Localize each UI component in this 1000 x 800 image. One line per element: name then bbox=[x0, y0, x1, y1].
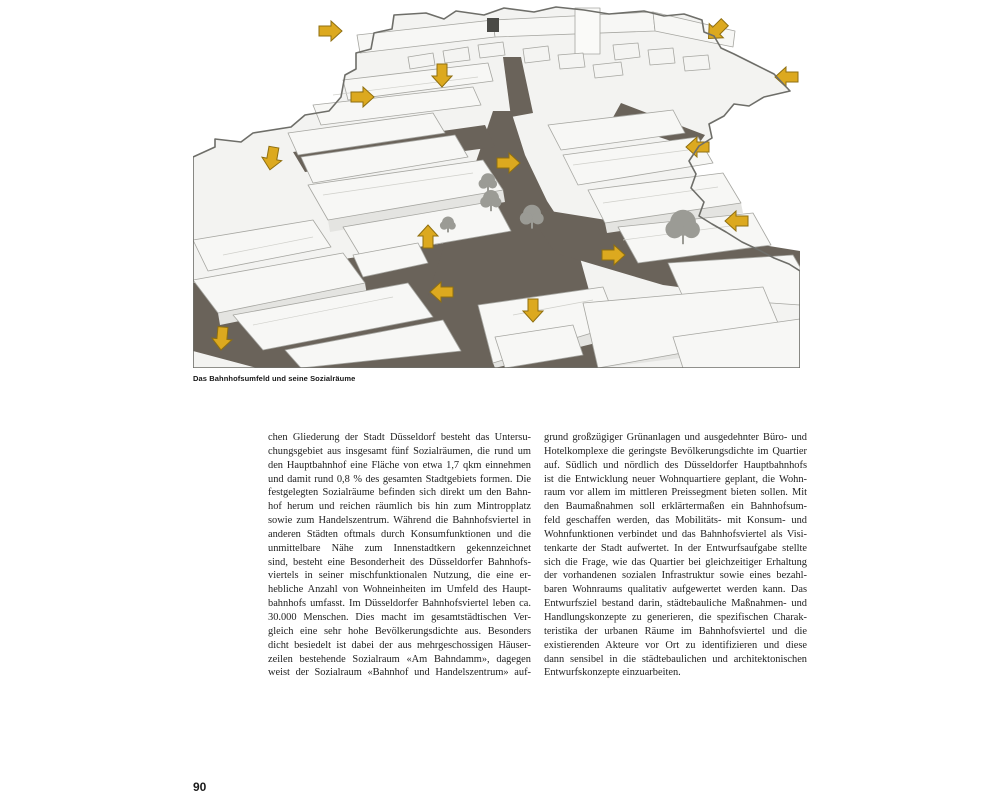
district-axonometric-illustration bbox=[193, 5, 800, 368]
text-line: den Baumaßnahmen soll erklärtermaßen ein Bahnhofsum- bbox=[544, 501, 807, 513]
figure-illustration bbox=[193, 5, 800, 368]
text-line: der vorhandenen sozialen Infrastruktur sowie eines bezahl- bbox=[544, 570, 807, 582]
text-line: ist die Entwicklung neuer Wohnquartiere geplant, die Wohn- bbox=[544, 473, 807, 485]
text-line: unmittelbare Nähe zum Innenstadtkern gekennzeichnet bbox=[268, 542, 531, 554]
text-line: Entwurfskonzepte einzuarbeiten. bbox=[544, 667, 681, 679]
text-line: und damit rund 0,8 % des gesamten Stadtgebiets formen. Die bbox=[268, 473, 531, 485]
direction-arrow-icon bbox=[319, 21, 342, 41]
text-line: dann sensibel in die städtebaulichen und architektonischen bbox=[544, 653, 807, 665]
text-line: bahnhofs umfasst. Im Düsseldorfer Bahnhofsviertel leben ca. bbox=[268, 598, 531, 610]
text-line: festgelegten Sozialräume befinden sich direkt um den Bahn- bbox=[268, 487, 531, 499]
text-line: Entwurfsziel bestand darin, städtebauliche Maßnahmen- und bbox=[544, 598, 807, 610]
text-line: Handlungskonzepte zu generieren, die spezifischen Charak- bbox=[544, 611, 807, 623]
text-line: 30.000 Menschen. Dies macht im gesamtstädtischen Ver- bbox=[268, 611, 531, 623]
text-line: sowie zum Handelszentrum. Während die Bahnhofsviertel in bbox=[268, 515, 531, 527]
text-line: sind, besteht eine Besonderheit des Düsseldorfer Bahnhofs- bbox=[268, 556, 531, 568]
text-line: Wohnfunktionen verbindet und das Bahnhofsviertel als Visi- bbox=[544, 528, 807, 540]
text-line: teristika der urbanen Räume im Bahnhofsviertel und die bbox=[544, 625, 807, 637]
text-line: grund großzügiger Grünanlagen und ausgedehnter Büro- und bbox=[544, 432, 807, 443]
text-line: zeilen bestehende Sozialraum «Am Bahndamm», dagegen bbox=[268, 653, 531, 665]
article-text bbox=[268, 431, 808, 680]
page-number: 90 bbox=[193, 780, 207, 794]
text-line: auf. Südlich und nördlich des Düsseldorfer Hauptbahnhofs bbox=[544, 459, 807, 471]
text-line: chungsgebiet aus insgesamt fünf Sozialräumen, die rund um bbox=[268, 445, 531, 457]
text-line: raum vor allem im mittleren Preissegment bieten sollen. Mit bbox=[544, 487, 807, 499]
text-line: feld geschaffen werden, das Mobilitäts- mit Konsum- und bbox=[544, 515, 807, 527]
text-line: existierenden Akteure vor Ort zu identifizieren und diese bbox=[544, 639, 807, 651]
text-line: Hotelkomplexe die geringste Bevölkerungsdichte im Quartier bbox=[544, 445, 807, 457]
text-line: weist der Sozialraum «Bahnhof und Handelszentrum» auf- bbox=[268, 667, 531, 679]
text-column-right bbox=[544, 431, 807, 680]
text-column-left bbox=[268, 431, 531, 680]
text-line: gleich eine sehr hohe Bevölkerungsdichte aus. Besonders bbox=[268, 625, 531, 637]
text-line: dicht besiedelt ist dabei der aus mehrgeschossigen Häuser- bbox=[268, 639, 531, 651]
text-line: hof herum und reichen räumlich bis hin zum Mintropplatz bbox=[268, 501, 531, 513]
text-line: sich die Frage, wie das Quartier bei gleichzeitiger Erhaltung bbox=[544, 556, 807, 568]
text-line: anderen Städten oftmals durch Konsumfunktionen und die bbox=[268, 528, 531, 540]
text-line: viertels in seiner mischfunktionalen Nutzung, die eine er- bbox=[268, 570, 531, 582]
text-line: baren Wohnraums qualitativ aufgewertet werden kann. Das bbox=[544, 584, 807, 596]
text-line: chen Gliederung der Stadt Düsseldorf besteht das Untersu- bbox=[268, 432, 531, 443]
figure-caption: Das Bahnhofsumfeld und seine Sozialräume bbox=[193, 374, 356, 383]
text-line: tenkarte der Stadt aufwertet. In der Entwurfsaufgabe stellte bbox=[544, 542, 807, 554]
text-line: den Hauptbahnhof eine Fläche von etwa 1,7 qkm einnehmen bbox=[268, 459, 531, 471]
text-line: hebliche Anzahl von Wohneinheiten im Umfeld des Haupt- bbox=[268, 584, 531, 596]
